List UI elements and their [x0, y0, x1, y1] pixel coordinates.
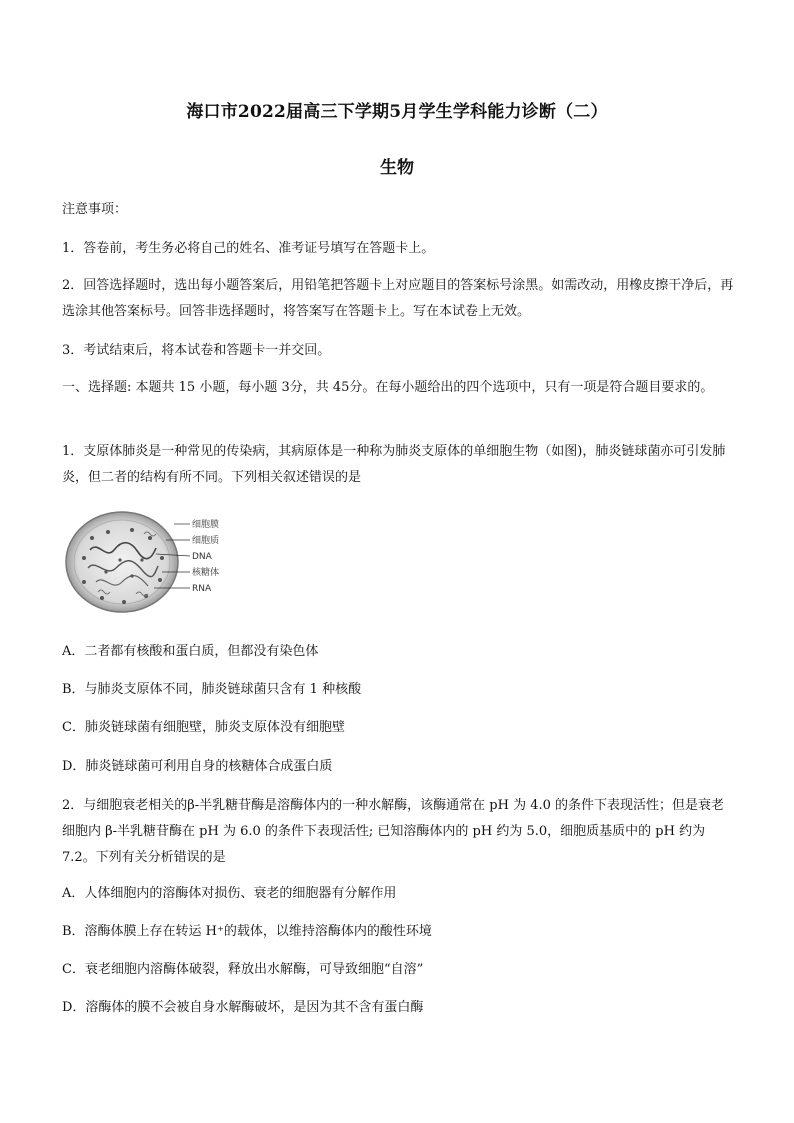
note-item-1: 1．答卷前，考生务必将自己的姓名、准考证号填写在答题卡上。 [62, 241, 435, 256]
question-1-stem: 1．支原体肺炎是一种常见的传染病，其病原体是一种称为肺炎支原体的单细胞生物（如图)，肺炎链球菌亦可引发肺炎，但二者的结构有所不同。下列相关叙述错误的是 [62, 444, 726, 485]
question-2-option-b: B．溶酶体膜上存在转运 H⁺的载体，以维持溶酶体内的酸性环境 [62, 924, 432, 939]
question-2-option-d: D．溶酶体的膜不会被自身水解酶破坏，是因为其不含有蛋白酶 [62, 1000, 424, 1015]
question-1-option-d: D．肺炎链球菌可利用自身的核糖体合成蛋白质 [62, 759, 333, 774]
mycoplasma-diagram [62, 510, 242, 615]
question-1-option-c: C．肺炎链球菌有细胞壁，肺炎支原体没有细胞壁 [62, 720, 345, 735]
label-dna: DNA [192, 552, 212, 562]
label-cytoplasm: 细胞质 [192, 536, 220, 546]
section-heading: 一、选择题: 本题共 15 小题，每小题 3分，共 45分。在每小题给出的四个选项中，只有一项是符合题目要求的。 [62, 380, 714, 395]
cell-membrane-shape [66, 512, 178, 612]
subject-heading: 生物 [380, 158, 414, 178]
question-2-option-a: A．人体细胞内的溶酶体对损伤、衰老的细胞器有分解作用 [62, 886, 397, 901]
exam-title: 海口市2022届高三下学期5月学生学科能力诊断（二） [186, 102, 608, 122]
label-rna: RNA [192, 584, 212, 594]
label-ribosome: 核糖体 [192, 568, 220, 578]
note-item-3: 3．考试结束后，将本试卷和答题卡一并交回。 [62, 343, 331, 358]
question-2-stem: 2．与细胞衰老相关的β-半乳糖苷酶是溶酶体内的一种水解酶，该酶通常在 pH 为 4.0 的条件下表现活性；但是衰老细胞内 β-半乳糖苷酶在 pH 为 6.0 的条件下表现活性; 已知溶酶体内的 pH 约为 5.0，细胞质基质中的 pH 约为 7.2。下列有关分析错误的是 [62, 798, 725, 865]
label-cell-membrane: 细胞膜 [192, 520, 220, 530]
note-item-2: 2．回答选择题时，选出每小题答案后，用铅笔把答题卡上对应题目的答案标号涂黑。如需改动，用橡皮擦干净后，再选涂其他答案标号。回答非选择题时，将答案写在答题卡上。写在本试卷上无效。 [62, 278, 734, 319]
question-2-option-c: C．衰老细胞内溶酶体破裂，释放出水解酶，可导致细胞“自溶” [62, 962, 424, 977]
question-1-option-a: A．二者都有核酸和蛋白质，但都没有染色体 [62, 644, 319, 659]
notes-heading: 注意事项： [62, 202, 128, 217]
question-1-option-b: B．与肺炎支原体不同，肺炎链球菌只含有 1 种核酸 [62, 682, 362, 697]
